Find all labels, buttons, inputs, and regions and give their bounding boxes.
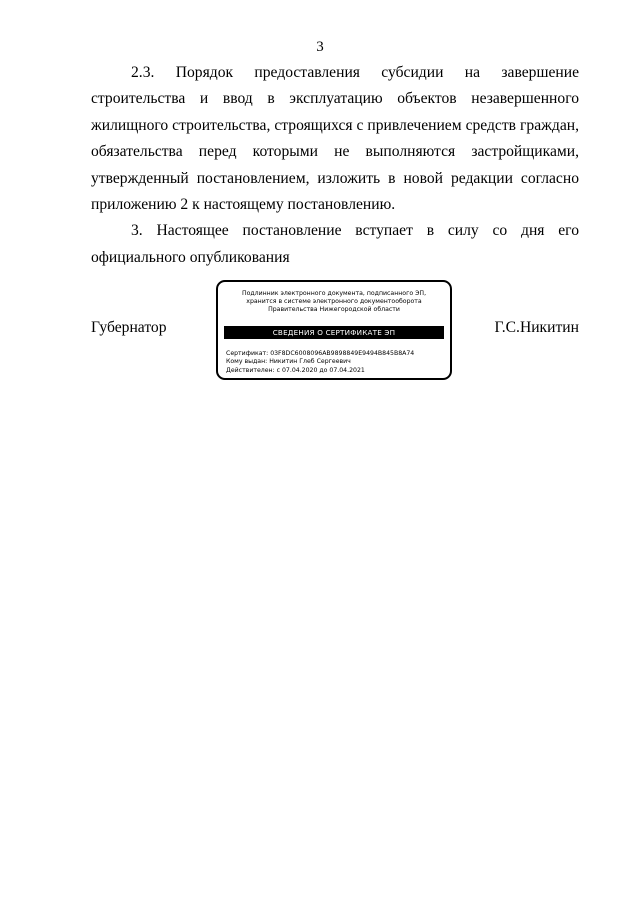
issued-to-value: Никитин Глеб Сергеевич (269, 358, 351, 366)
signature-block (91, 280, 579, 384)
stamp-note-line: Подлинник электронного документа, подписанного ЭП, (241, 290, 427, 297)
validity-line (226, 367, 444, 375)
signer-position: Губернатор (91, 319, 167, 336)
validity-value: с 07.04.2020 до 07.04.2021 (276, 366, 365, 374)
certificate-value: 03F8DC6008096AB9898849E9494B845B8A74 (270, 350, 415, 357)
document-body (91, 60, 579, 271)
paragraph-3: 3. Настоящее постановление вступает в силу со дня его официального опубликования (91, 222, 579, 266)
stamp-note-line: хранится в системе электронного документооборота (246, 298, 422, 306)
paragraph-2-3: 2.3. Порядок предоставления субсидии на завершение строительства и ввод в эксплуатацию объектов незавершенного жилищного строительства, строящихся с привлечением средств граждан, обязательства перед которыми не выполняются застройщиками, утвержденный постановлением, изложить в новой редакции согласно приложению 2 к настоящему постановлению. (91, 64, 579, 214)
stamp-note (224, 290, 444, 315)
page-number: 3 (316, 39, 324, 55)
issued-to-line (226, 358, 444, 366)
stamp-banner: СВЕДЕНИЯ О СЕРТИФИКАТЕ ЭП (224, 326, 444, 339)
certificate-label: Сертификат: (226, 350, 269, 357)
validity-label: Действителен: (226, 366, 275, 374)
electronic-signature-stamp (216, 280, 452, 380)
stamp-note-line: Правительства Нижегородской области (268, 306, 400, 314)
stamp-details (226, 350, 444, 375)
issued-to-label: Кому выдан: (226, 358, 268, 366)
signer-name: Г.С.Никитин (494, 319, 579, 336)
